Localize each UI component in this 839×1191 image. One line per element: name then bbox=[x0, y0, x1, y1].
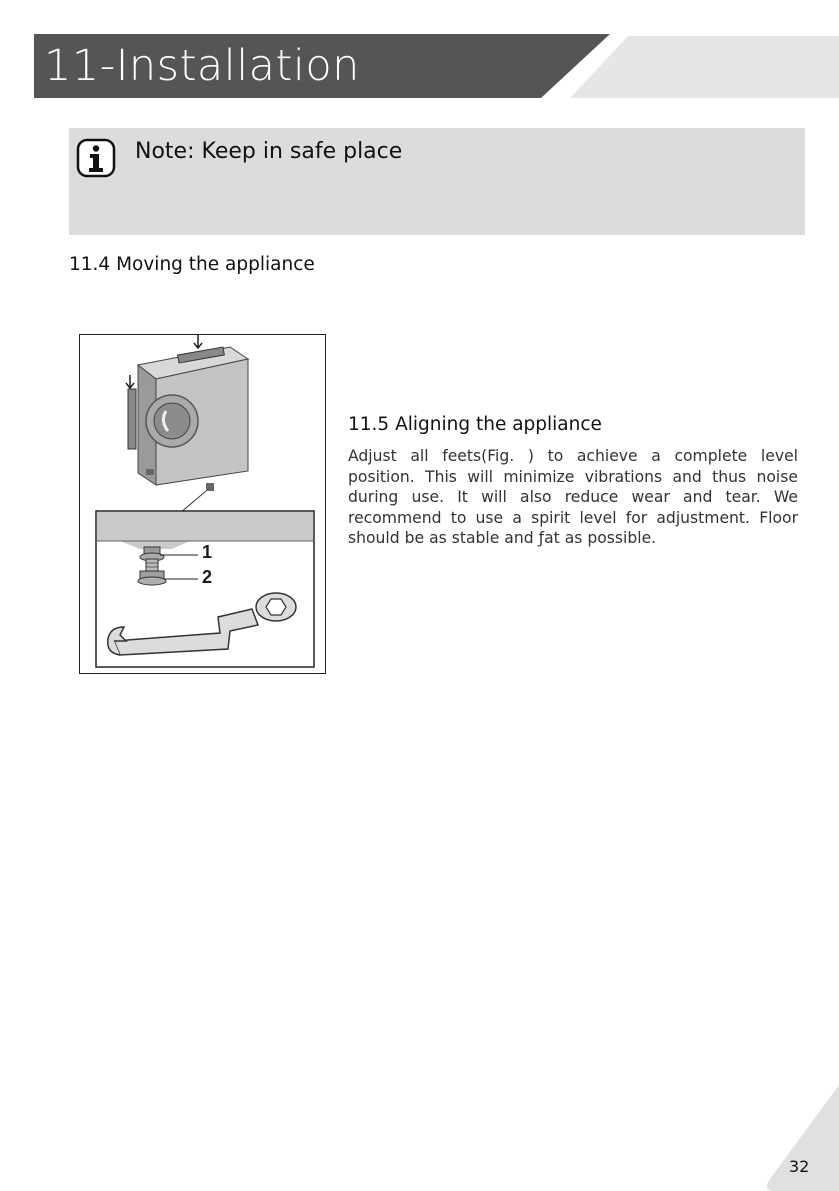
info-icon bbox=[75, 137, 117, 179]
washing-machine-leveling-illustration-icon bbox=[80, 335, 325, 673]
note-text: Note: Keep in safe place bbox=[135, 139, 403, 164]
section-heading-aligning: 11.5 Aligning the appliance bbox=[348, 414, 602, 435]
section-heading-moving: 11.4 Moving the appliance bbox=[69, 254, 315, 275]
aligning-paragraph: Adjust all feets(Fig. ) to achieve a complete level position. This will minimize vibrations and thus noise during use. It will also reduce wear and tear. We recommend to use a spirit level for adjustment. Floor should be as stable and ƒat as possible. bbox=[348, 447, 798, 547]
leveling-figure bbox=[79, 334, 326, 674]
note-box bbox=[69, 128, 805, 235]
chapter-title: 11-Installation bbox=[44, 41, 360, 91]
page-number: 32 bbox=[789, 1157, 810, 1176]
callout-2: 2 bbox=[202, 567, 213, 587]
callout-1: 1 bbox=[202, 542, 213, 562]
